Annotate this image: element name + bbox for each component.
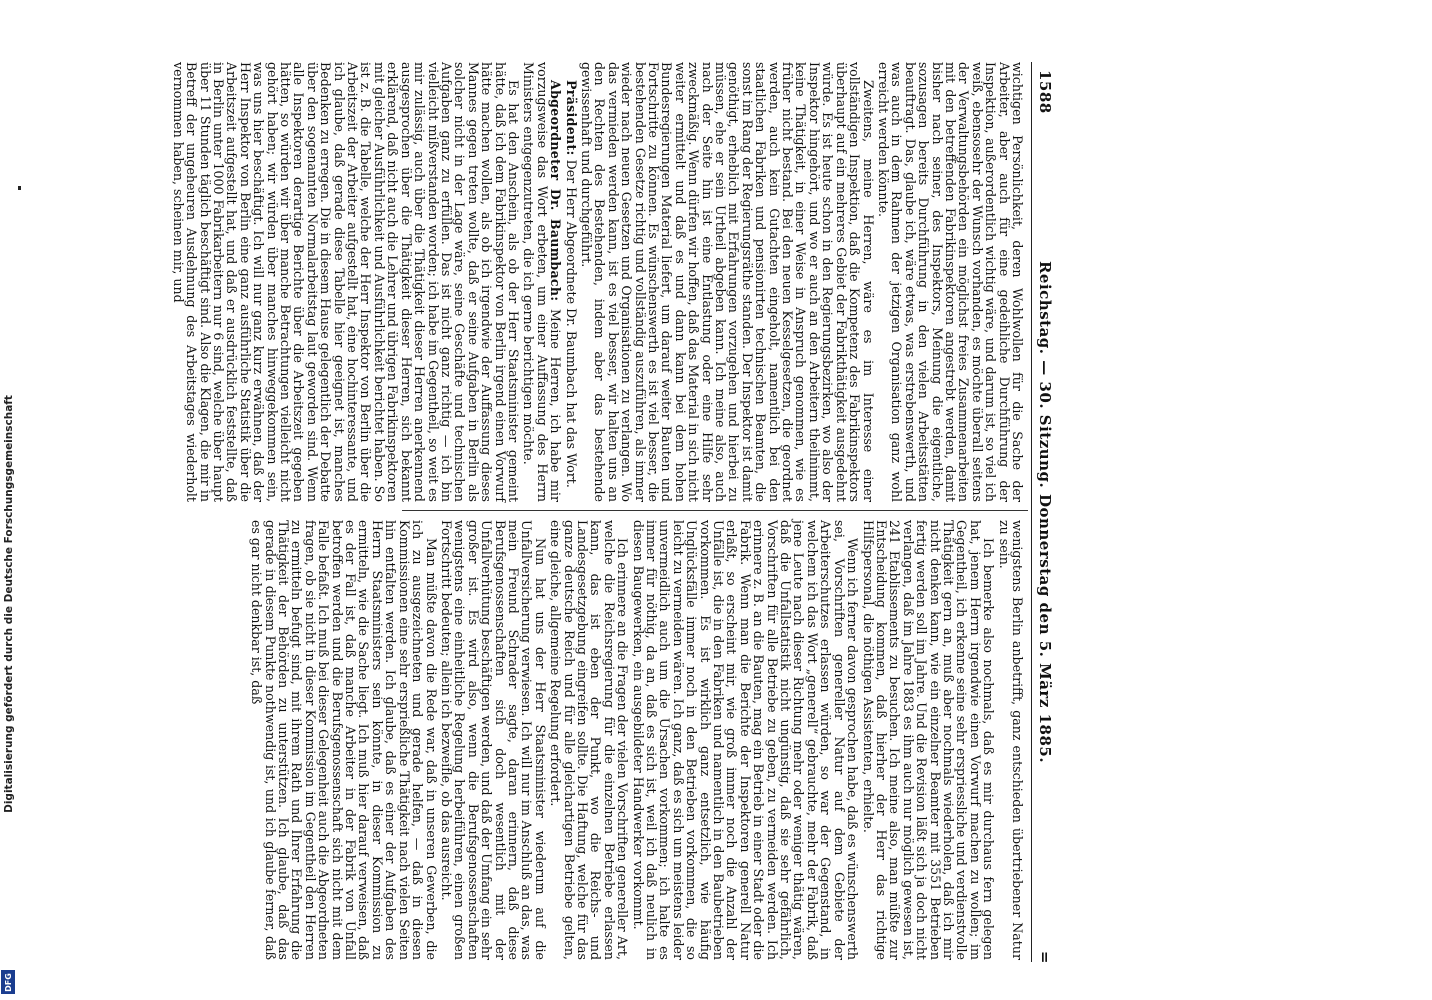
speech-text: Der Herr Abgeordnete Dr. Baumbach hat das Wort. — [563, 159, 579, 488]
paragraph: Zweitens, meine Herren, wäre es im Interesse einer vollständigen Inspektion, daß die Kompetenz des Fabrikinspektors überhaupt auf ein mehreres Gebiet der Fabrikthätigkeit ausgedehnt würde. Es ist heute schon in den Regierungsbezirken, wo also der Inspektor hingehört, und wo er auch an den Arbeitern theilnimmt, keine Thätigkeit, in einer Weise in Anspruch genommen, wie es früher nicht bestand. Bei den neuen Kesselgesetzen, die geordnet werden, auch kein Gutachten eingeholt, namentlich bei den staatlichen Fabriken und pensionirten technischen Beamten, die sonst im Rang der Regierungsräthe standen. Der Inspektor ist damit genöthigt, erheblich mit Erfahrungen vorzugehen und hierbei zu müssen, ehe er sein Urtheil abgeben kann. Ich meine also, auch nach der Seite hin ist eine Entlastung oder eine Hilfe sehr zweckmäßig. Wenn dürfen wir hoffen, daß das Material in sich nicht weiter ermittelt und daß es und dann kann bei dem hohen Bundesregierungen Material liefert, um darauf weiter Bauten und Fortschritte zu können. Es wünschenswerth es ist viel besser, die bestehenden Gesetze richtig und vollständig auszuführen, als immer wieder nach neuen Gesetzen und Organisationen zu verlangen. Wo das vermieden werden kann, ist es viel besser, wir halten uns an den Rechten des Bestehenden, indem aber das bestehende gewissenhaft und durchgeführt. — [579, 62, 876, 502]
paragraph: wichtigen Persönlichkeit, deren Wohlwollen für die Sache der Arbeiter, aber auch für eine gedeihliche Durchführung der Inspektion, außerordentlich wichtig wäre, und darum ist, so viel ich weiß, ebensosehr der Wunsch vorhanden, es möchte überall seitens der Verwaltungsbehörden ein möglichst freies Zusammenarbeiten mit den betreffenden Fabrikinspektoren angestrebt werden, damit bisher nach seiner, des Inspektors, Meinung die eigentliche, sozusagen bereits Durchführung in den vielen Arbeitsstätten beauftragt. Das, glaube ich, wäre etwas, was erstrebenswerth, und was auch in dem Rahmen der jetzigen Organisation ganz wohl erreicht werden könnte. — [875, 62, 1025, 502]
logo-text: DFG — [3, 972, 13, 992]
speaker-label: Präsident: — [563, 80, 579, 156]
paragraph: Es hat den Anschein, als ob der Herr Staatsminister gemeint hätte, daß ich dem Fabrikinspektor von Berlin irgend einen Vorwurf hätte machen wollen, als ob ich irgendwie der Auffassung dieses Mannes gegen treten wollte, daß er seine Aufgaben in Berlin als solcher nicht in der Lage wäre, seine Geschäfte und technischen Aufgaben ganz zu erfüllen. Das ist nicht ganz richtig — ich bin vielleicht mißverstanden worden; ich habe im Gegentheil, so weit es mir zulässig, auch über die Thätigkeit dieser Herren anerkennend ausgesprochen über die Thätigkeit dieser Herren, sich bekannt erklärend, daß nicht auch die Lehrer und übrigen Fabrikinspektoren mit gleicher Ausführlichkeit und Ausführlichkeit berichtet haben. So ist z. B. die Tabelle, welche der Herr Inspektor von Berlin über die Arbeitszeit der Arbeiter aufgestellt hat, eine hochinteressante, und ich glaube, daß gerade diese Tabelle hier geeignet ist, manches Bedenken zu erregen. Die in diesem Hause gelegentlich der Debatte über den sogenannten Normalarbeitstag laut geworden sind. Wenn alle Inspektoren derartige Berichte über die Arbeitszeit gegeben hätten, so würden wir über manche Betrachtungen vielleicht nicht gehört haben; wir würden über manches hinweggekommen sein, was uns hier beschäftigt. Ich will nur ganz kurz erwähnen, daß der Herr Inspektor von Berlin eine ganz ausführliche Statistik über die Arbeitszeit aufgestellt hat, und daß er ausdrücklich feststellte, daß in Berlin unter 1000 Fabrikarbeitern nur 6 sind, welche über haupt über 11 Stunden täglich beschäftigt sind. Also die Klagen, die mir in Betreff der ungeheuren Ausdehnung des Arbeitstages wiederholt vernommen haben, scheinen mir, und — [170, 62, 521, 502]
paragraph: Wenn ich ferner davon gesprochen habe, daß es wünschenswerth sei, Vorschriften genereller Natur auf dem Gebiete der Arbeiterschutzes erlassen würden, so war der Gegenstand, in welchem ich das Wort „generell“ gebrauchte, mehr der Fabrik, daß jene Leute nach dieser Richtung mehr oder weniger thätig wären, daß die Unfallstatistik nicht ungünstig, daß sie sehr gefährlich, Vorschriften für alle Betriebe zu geben, zu vermeiden werden. Ich erinnere z. B. an die Bauten, mag ein Betrieb in einer Stadt oder die Fabrik. Wenn man die Berichte der Inspektoren generell Natur erlaßt, so erscheint mir, wie groß immer noch die Anzahl der Unfälle ist, die in den Fabriken und namentlich in den Baubetrieben vorkommen. Es ist wirklich ganz entsetzlich, wie häufig Unglücksfälle immer noch in den Betrieben vorkommen, die so leicht zu vermeiden wären. Ich ganz, daß es sich um meistens leider unvermeidlich auch um die Ursachen vorkommen; ich halte es immer für nöthig, da an, daß es sich ist, weil ich daß neulich in diesen Baugewerken, ein ausgebildeter Handwerker vorkommt. — [630, 520, 861, 960]
running-head: Reichstag. — 30. Sitzung. Donnerstag den 5. März 1885. — [1036, 260, 1054, 764]
paragraph: Ich bemerke also nochmals, daß es mir durchaus fern gelegen hat, jenem Herrn irgendwie einen Vorwurf machen zu wollen; im Gegentheil, ich erkenne seine sehr erspriessliche und verdienstvolle Thätigkeit gern an, muß aber nochmals wiederholen, daß ich mir nicht denken kann, wie ein einzelner Beamter mit 3551 Betrieben fertig werden soll im Jahre. Und die Revision läßt sich ja doch nicht verlangen, daß im Jahre 1883 es ihm auch nur möglich gewesen ist, 241 Etablissements zu besuchen. Ich meine also, man müßte zur Entscheidung kommen, daß hierher der Herr das richtige Hilfspersonal, die nöthigen Assistenten, erhielte. — [860, 520, 997, 960]
speech-baumbach — [522, 62, 562, 502]
paragraph: Man müßte davon die Rede war, daß in unseren Gewerben, die ich zu ausgezeichneten und gerade helfen, — daß in diesen Kommissionen eine sehr ersprießliche Thätigkeit nach vielen Seiten hin entfalten werden. Ich glaube, daß es einer der Aufgaben des Herrn Staatsministers sein könnte, in dieser Kommission zu ermitteln, wie die Sache liegt. Ich muß hier darauf verweisen, daß es der Fall ist, daß manche Arbeiter in der Fabrik von Unfall betroffen werden und die Berufsgenossenschaft sich nicht mit dem Falle befaßt. Ich muß bei dieser Gelegenheit auch die Abgeordneten fragen, ob sie nicht in dieser Kommission im Gegentheil den Herren zu ermitteln befugt sind, mit ihrem Rath und Ihrer Erfahrung die Thätigkeit der Behörden zu unterstützen. Ich glaube, daß das gerade in diesem Punkte nothwendig ist, und ich glaube ferner, daß es gar nicht denkbar ist, daß — [249, 520, 439, 960]
column-divider — [402, 510, 1028, 511]
scanned-page — [170, 52, 1058, 972]
page-number: 1588 — [1036, 70, 1054, 114]
paragraph: wenigstens Berlin anbetrifft, ganz entschieden übertriebener Natur zu sein. — [996, 520, 1025, 960]
page-header — [1032, 52, 1054, 972]
funding-credit: Digitalisierung gefördert durch die Deutsche Forschungsgemeinschaft — [3, 395, 15, 813]
scan-speck — [18, 186, 21, 190]
header-mark: = — [1036, 950, 1054, 964]
speech-text: Meine Herren, ich habe mir vorzugsweise das Wort erbeten, um einer Auffassung des Herrn Ministers entgegenzutreten, die ich gerne berichtigen möchte. — [521, 62, 564, 502]
header-rule — [1031, 62, 1032, 962]
left-column — [170, 62, 1025, 502]
dfg-logo-icon — [1, 970, 15, 994]
paragraph: Ich erinnere an die Fragen der vielen Vorschriften genereller Art, welche die Reichsregierung für die einzelnen Betriebe erlassen kann, das ist eben der Punkt, wo die Reichs- und Landesgesetzgebung eingreifen sollte. Die Haftung, welche für das ganze deutsche Reich und für alle gleichartigen Betriebe gelten, eine gleiche, allgemeine Regelung erfordert. — [548, 520, 631, 960]
speaker-label: Abgeordneter Dr. Baumbach: — [548, 80, 564, 302]
right-column — [249, 520, 1025, 960]
digitization-note — [0, 0, 18, 1000]
speech-president — [564, 62, 577, 502]
paragraph: Nun hat uns der Herr Staatsminister wiederum auf die Unfallversicherung verwiesen. Ich will nur im Anschluß an das, was mein Freund Schrader sagte, daran erinnern, daß diese Berufsgenossenschaften sich doch wesentlich mit der Unfallverhütung beschäftigen werden, und daß der Umfang ein sehr großer ist. Es wird also, wenn die Berufsgenossenschaften wenigstens eine einheitliche Regelung herbeiführen, einen großen Fortschritt bedeuten; allein ich bezweifle, ob das ausreicht. — [438, 520, 548, 960]
